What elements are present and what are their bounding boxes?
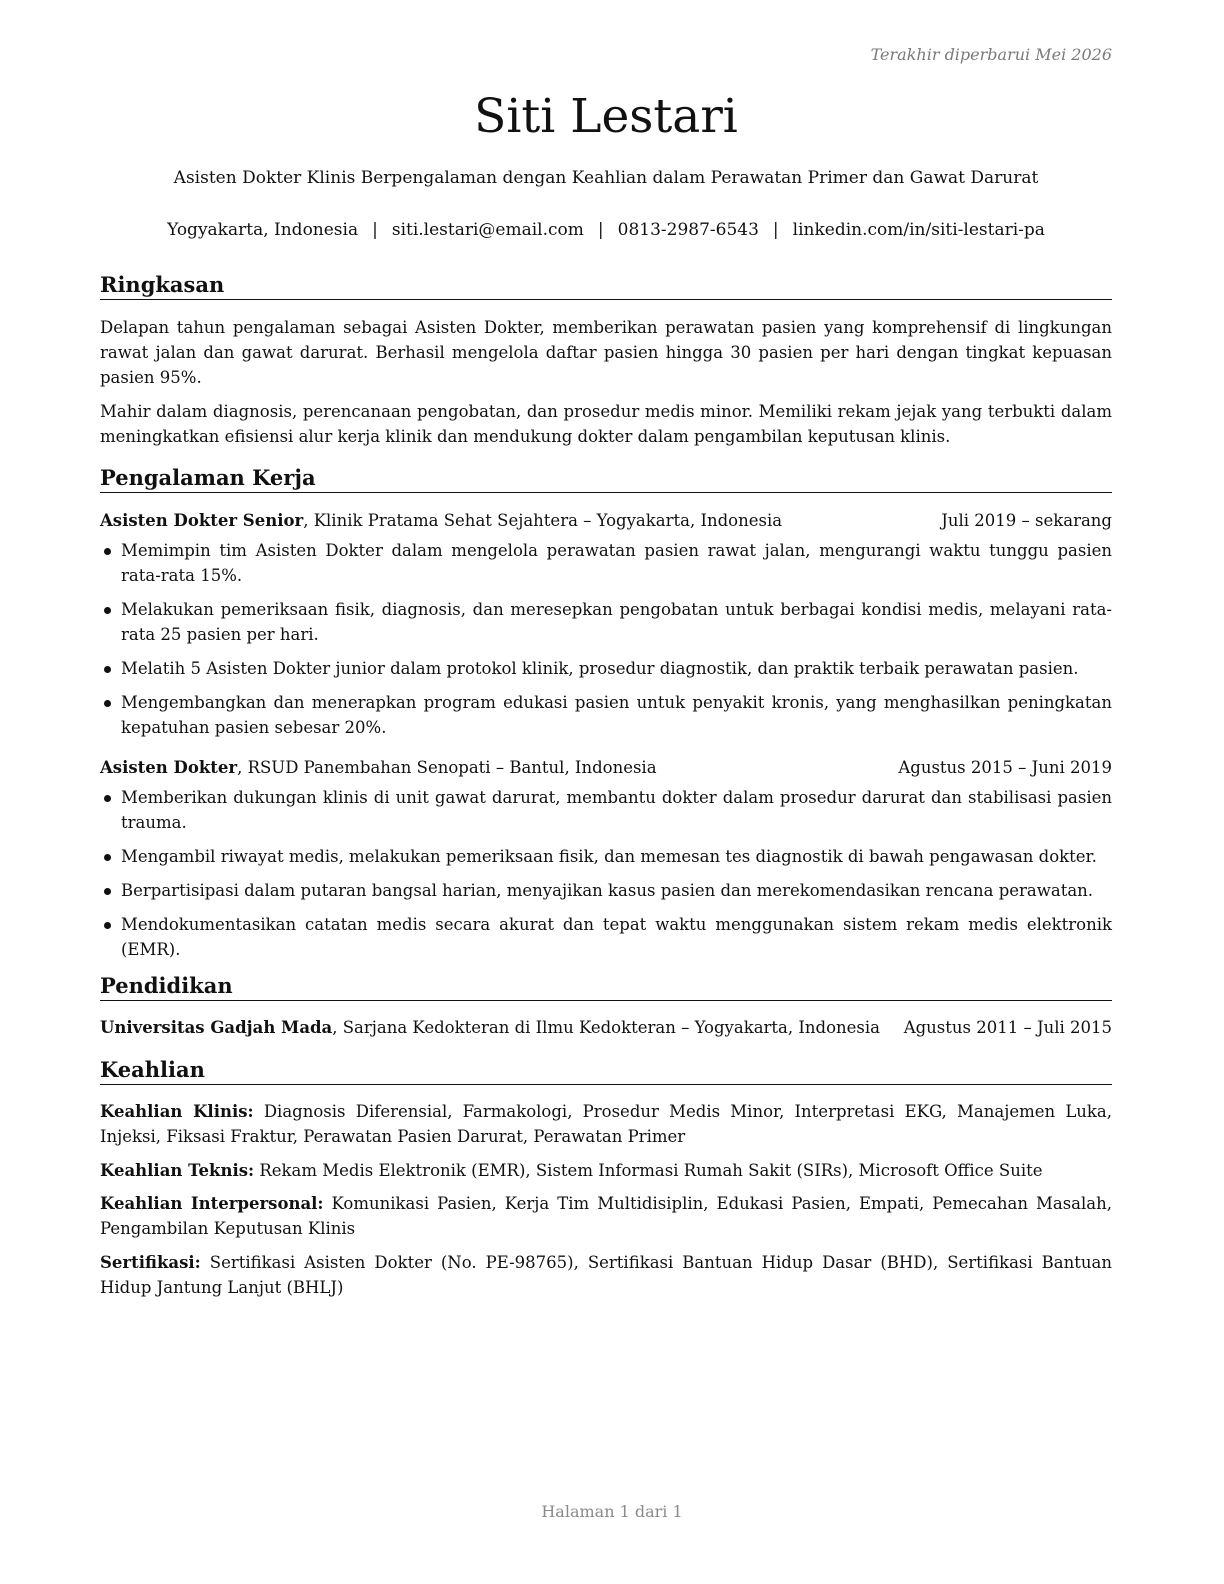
- last-updated: Terakhir diperbarui Mei 2026: [870, 45, 1112, 64]
- section-title-education: Pendidikan: [100, 973, 1112, 1001]
- section-title-experience: Pengalaman Kerja: [100, 465, 1112, 493]
- education-line: [100, 1015, 880, 1040]
- skill-interpersonal: [100, 1191, 1112, 1241]
- job-title-line: [100, 508, 782, 533]
- skill-certifications: [100, 1250, 1112, 1300]
- education-school: Universitas Gadjah Mada: [100, 1018, 333, 1037]
- list-item: Mengambil riwayat medis, melakukan pemeriksaan fisik, dan memesan tes diagnostik di bawah pengawasan dokter.: [100, 844, 1112, 869]
- summary-paragraph: Delapan tahun pengalaman sebagai Asisten Dokter, memberikan perawatan pasien yang komprehensif di lingkungan rawat jalan dan gawat darurat. Berhasil mengelola daftar pasien hingga 30 pasien per hari dengan tingkat kepuasan pasien 95%.: [100, 318, 1112, 387]
- contact-line: [100, 220, 1112, 240]
- skill-label: Sertifikasi:: [100, 1253, 201, 1272]
- skill-text: Komunikasi Pasien, Kerja Tim Multidisiplin, Edukasi Pasien, Empati, Pemecahan Masalah, Pengambilan Keputusan Klinis: [100, 1194, 1112, 1238]
- section-title-summary: Ringkasan: [100, 272, 1112, 300]
- skill-text: Rekam Medis Elektronik (EMR), Sistem Informasi Rumah Sakit (SIRs), Microsoft Office Suite: [254, 1161, 1043, 1180]
- contact-separator: |: [372, 220, 378, 240]
- summary-paragraph: Mahir dalam diagnosis, perencanaan pengobatan, dan prosedur medis minor. Memiliki rekam jejak yang terbukti dalam meningkatkan efisiensi alur kerja klinik dan mendukung dokter dalam pengambilan keputusan klinis.: [100, 402, 1112, 446]
- skill-clinical: [100, 1099, 1112, 1149]
- skill-label: Keahlian Interpersonal:: [100, 1194, 324, 1213]
- list-item: Memberikan dukungan klinis di unit gawat darurat, membantu dokter dalam prosedur darurat dan stabilisasi pasien trauma.: [100, 785, 1112, 835]
- education-dates: Agustus 2011 – Juli 2015: [903, 1018, 1112, 1037]
- job-header: [100, 508, 1112, 533]
- skill-text: Diagnosis Diferensial, Farmakologi, Prosedur Medis Minor, Interpretasi EKG, Manajemen Luka, Injeksi, Fiksasi Fraktur, Perawatan Pasien Darurat, Perawatan Primer: [100, 1102, 1112, 1146]
- job-header: [100, 755, 1112, 780]
- list-item: Melatih 5 Asisten Dokter junior dalam protokol klinik, prosedur diagnostik, dan praktik terbaik perawatan pasien.: [100, 656, 1112, 681]
- list-item: Mendokumentasikan catatan medis secara akurat dan tepat waktu menggunakan sistem rekam medis elektronik (EMR).: [100, 912, 1112, 962]
- education-degree: , Sarjana Kedokteran di Ilmu Kedokteran – Yogyakarta, Indonesia: [332, 1018, 880, 1037]
- page-number: Halaman 1 dari 1: [541, 1502, 683, 1521]
- job-organization: , Klinik Pratama Sehat Sejahtera – Yogyakarta, Indonesia: [303, 511, 783, 530]
- contact-location: Yogyakarta, Indonesia: [167, 220, 359, 240]
- contact-linkedin[interactable]: linkedin.com/in/siti-lestari-pa: [792, 220, 1045, 240]
- skill-technical: [100, 1158, 1112, 1183]
- job-role: Asisten Dokter: [100, 758, 238, 777]
- list-item: Melakukan pemeriksaan fisik, diagnosis, dan meresepkan pengobatan untuk berbagai kondisi medis, melayani rata-rata 25 pasien per hari.: [100, 597, 1112, 647]
- candidate-name: Siti Lestari: [474, 89, 738, 144]
- skill-text: Sertifikasi Asisten Dokter (No. PE-98765), Sertifikasi Bantuan Hidup Dasar (BHD), Sertifikasi Bantuan Hidup Jantung Lanjut (BHLJ): [100, 1253, 1112, 1297]
- job-dates: Agustus 2015 – Juni 2019: [898, 758, 1112, 777]
- job-dates: Juli 2019 – sekarang: [941, 511, 1112, 530]
- list-item: Memimpin tim Asisten Dokter dalam mengelola perawatan pasien rawat jalan, mengurangi waktu tunggu pasien rata-rata 15%.: [100, 538, 1112, 588]
- contact-separator: |: [597, 220, 604, 240]
- skill-label: Keahlian Teknis:: [100, 1161, 255, 1180]
- list-item: Berpartisipasi dalam putaran bangsal harian, menyajikan kasus pasien dan merekomendasikan rencana perawatan.: [100, 878, 1112, 903]
- job-organization: , RSUD Panembahan Senopati – Bantul, Indonesia: [237, 758, 657, 777]
- job-bullets: [100, 785, 1112, 971]
- job-role: Asisten Dokter Senior: [100, 511, 304, 530]
- job-bullets: [100, 538, 1112, 749]
- list-item: Mengembangkan dan menerapkan program edukasi pasien untuk penyakit kronis, yang menghasilkan peningkatan kepatuhan pasien sebesar 20%.: [100, 690, 1112, 740]
- contact-phone: 0813-2987-6543: [617, 220, 759, 240]
- education-entry: [100, 1015, 1112, 1040]
- skill-label: Keahlian Klinis:: [100, 1102, 254, 1121]
- section-title-skills: Keahlian: [100, 1057, 1112, 1085]
- contact-separator: |: [772, 220, 779, 240]
- job-title-line: [100, 755, 657, 780]
- headline: Asisten Dokter Klinis Berpengalaman dengan Keahlian dalam Perawatan Primer dan Gawat Darurat: [173, 168, 1039, 188]
- contact-email[interactable]: siti.lestari@email.com: [391, 220, 584, 240]
